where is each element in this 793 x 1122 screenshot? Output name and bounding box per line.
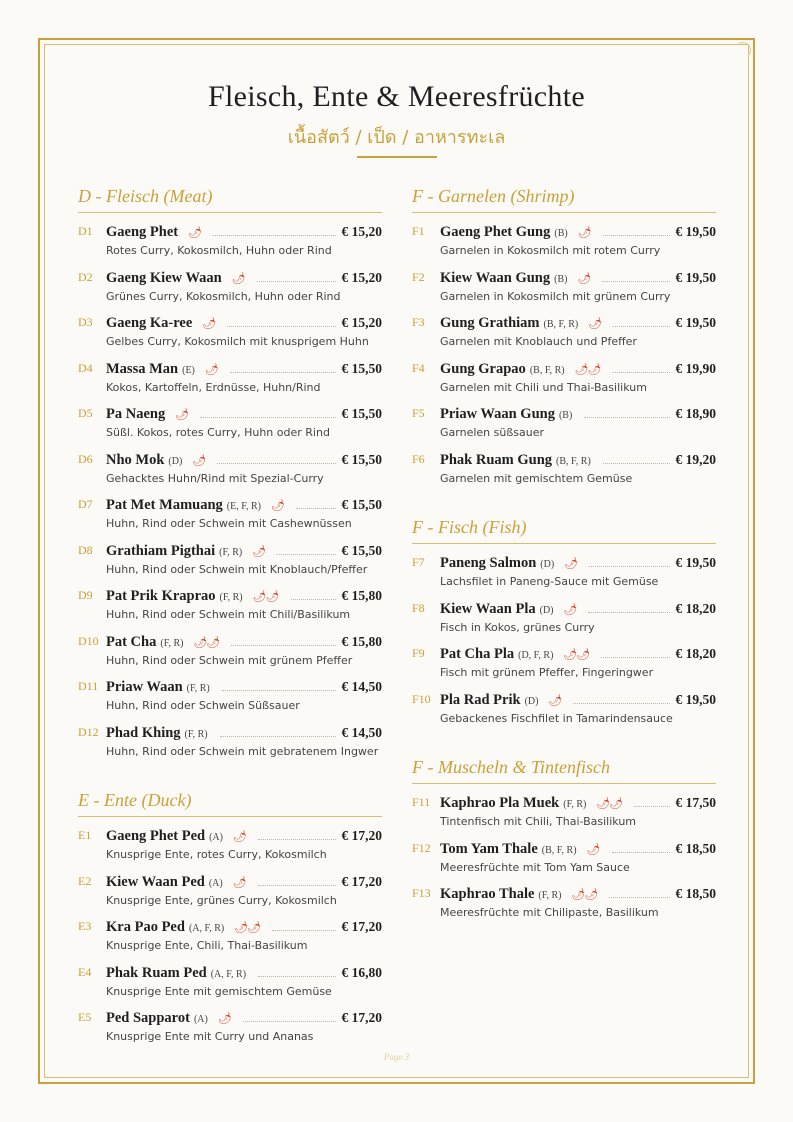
menu-item: [78, 359, 382, 395]
chili-icon: 🌶🌶: [571, 889, 598, 901]
item-description: Grünes Curry, Kokosmilch, Huhn oder Rind: [106, 289, 341, 303]
item-code: D8: [78, 542, 93, 557]
item-row: [106, 541, 382, 562]
menu-item: [78, 495, 382, 531]
item-code: D10: [78, 633, 99, 648]
dot-leader: [213, 235, 335, 236]
dot-leader: [612, 852, 670, 853]
item-price: € 19,20: [675, 451, 716, 467]
item-price: € 19,50: [675, 269, 716, 285]
item-code: D6: [78, 451, 93, 466]
item-code: F7: [412, 555, 425, 569]
item-name: Kiew Waan Ped: [106, 873, 205, 890]
item-name: Nho Mok: [106, 451, 165, 468]
corner-ornament: [735, 42, 751, 58]
item-description: Huhn, Rind oder Schwein mit Cashewnüssen: [106, 517, 352, 530]
item-description: Lachsfilet in Paneng-Sauce mit Gemüse: [440, 575, 659, 588]
menu-item: [412, 644, 716, 680]
item-row: [440, 884, 716, 905]
item-price: € 15,80: [341, 633, 382, 649]
item-allergens: (A, F, R): [188, 923, 225, 934]
menu-item: [78, 1008, 382, 1044]
item-row: [106, 963, 382, 984]
item-code: F6: [412, 451, 425, 466]
chili-icon: 🌶🌶: [596, 798, 623, 810]
item-description: Gelbes Curry, Kokosmilch mit knusprigem Huhn: [106, 335, 369, 348]
dot-leader: [603, 463, 670, 464]
item-code: E4: [78, 964, 92, 979]
item-allergens: (F, R): [219, 546, 243, 558]
left-column: [78, 186, 382, 1054]
item-name: Kiew Waan Pla: [440, 600, 536, 617]
item-row: [440, 839, 716, 860]
item-description: Fisch mit grünem Pfeffer, Fingeringwer: [440, 666, 654, 679]
item-price: € 19,90: [675, 360, 716, 376]
item-description: Süßl. Kokos, rotes Curry, Huhn oder Rind: [106, 426, 330, 439]
item-allergens: (D): [540, 559, 555, 570]
item-row: [440, 359, 716, 380]
item-name: Gaeng Kiew Waan: [106, 269, 222, 286]
section-heading: D - Fleisch (Meat): [78, 186, 382, 213]
item-row: [440, 793, 716, 814]
dot-leader: [227, 326, 335, 327]
dot-leader: [220, 736, 336, 737]
item-description: Knusprige Ente, rotes Curry, Kokosmilch: [106, 848, 327, 861]
menu-item: [412, 313, 716, 349]
item-allergens: (F, R): [538, 890, 562, 901]
right-column: [412, 186, 716, 930]
item-name: Pat Prik Kraprao: [106, 588, 216, 604]
menu-item: [78, 404, 382, 440]
item-allergens: (F, R): [184, 728, 208, 740]
dot-leader: [613, 326, 669, 327]
menu-item: [412, 404, 716, 440]
item-name: Gung Grathiam: [440, 315, 540, 331]
chili-icon: 🌶: [586, 843, 600, 856]
item-description: Huhn, Rind oder Schwein mit gebratenem Ingwer: [106, 744, 379, 758]
item-row: [440, 404, 716, 425]
dot-leader: [257, 281, 336, 282]
chili-icon: 🌶🌶: [563, 649, 590, 661]
item-price: € 18,90: [675, 406, 716, 421]
dot-leader: [634, 806, 669, 807]
item-code: D4: [78, 360, 93, 375]
dot-leader: [613, 372, 670, 373]
item-code: F3: [412, 315, 425, 329]
item-code: D9: [78, 588, 93, 602]
item-row: [106, 872, 382, 893]
item-allergens: (E): [182, 364, 195, 376]
item-allergens: (D): [524, 695, 539, 707]
chili-icon: 🌶: [270, 500, 284, 512]
menu-item: [412, 553, 716, 589]
menu-item: [78, 917, 382, 953]
item-description: Garnelen mit Knoblauch und Pfeffer: [440, 335, 637, 348]
item-code: D3: [78, 315, 93, 329]
item-price: € 15,80: [341, 588, 382, 603]
item-allergens: (A): [209, 832, 223, 843]
item-description: Gehacktes Huhn/Rind mit Spezial-Curry: [106, 471, 324, 485]
item-price: € 15,50: [341, 406, 382, 421]
item-description: Huhn, Rind oder Schwein mit grünem Pfeffer: [106, 653, 353, 667]
item-row: [106, 677, 382, 698]
item-price: € 19,50: [675, 555, 716, 570]
chili-icon: 🌶: [192, 454, 206, 467]
item-code: F4: [412, 360, 425, 375]
menu-item: [412, 793, 716, 829]
item-row: [440, 553, 716, 574]
item-code: F10: [412, 691, 431, 706]
item-description: Garnelen süßsauer: [440, 426, 544, 439]
item-name: Pat Met Mamuang: [106, 497, 223, 513]
dot-leader: [588, 612, 669, 613]
item-row: [106, 632, 382, 653]
chili-icon: 🌶: [577, 272, 591, 285]
page-number: Page 3: [383, 1052, 410, 1062]
chili-icon: 🌶🌶: [574, 363, 601, 376]
item-description: Huhn, Rind oder Schwein mit Chili/Basilikum: [106, 608, 351, 621]
chili-icon: 🌶🌶: [193, 636, 220, 649]
item-allergens: (B): [558, 410, 573, 421]
item-row: [106, 495, 382, 516]
item-row: [106, 222, 382, 243]
item-allergens: (D, F, R): [518, 650, 554, 661]
menu-item: [78, 723, 382, 759]
chili-icon: 🌶: [202, 318, 216, 330]
item-code: E2: [78, 873, 92, 888]
menu-item: [78, 632, 382, 668]
item-description: Huhn, Rind oder Schwein Süßsauer: [106, 699, 300, 712]
item-row: [440, 222, 716, 243]
item-code: D7: [78, 497, 93, 511]
dot-leader: [217, 463, 335, 464]
item-allergens: (A): [208, 877, 223, 889]
menu-item: [412, 839, 716, 875]
item-name: Massa Man: [106, 360, 179, 377]
item-allergens: (B): [554, 228, 568, 239]
item-price: € 19,50: [675, 691, 716, 707]
dot-leader: [258, 839, 336, 840]
item-description: Fisch in Kokos, grünes Curry: [440, 620, 595, 634]
item-price: € 15,20: [341, 315, 382, 330]
dot-leader: [258, 885, 336, 886]
chili-icon: 🌶: [217, 1013, 231, 1025]
item-row: [440, 268, 716, 289]
dot-leader: [609, 897, 669, 898]
item-row: [440, 313, 716, 334]
dot-leader: [291, 599, 336, 600]
item-description: Tintenfisch mit Chili, Thai-Basilikum: [440, 815, 637, 828]
item-name: Phak Ruam Gung: [440, 451, 553, 468]
item-code: F13: [412, 886, 431, 900]
chili-icon: 🌶: [232, 831, 246, 843]
dot-leader: [603, 235, 670, 236]
item-row: [106, 450, 382, 471]
dot-leader: [222, 690, 336, 691]
item-price: € 17,20: [341, 919, 382, 934]
item-row: [106, 723, 382, 744]
item-price: € 17,20: [341, 1010, 382, 1025]
item-description: Garnelen in Kokosmilch mit grünem Curry: [440, 289, 671, 303]
item-name: Pat Cha Pla: [440, 646, 515, 662]
title-divider: [357, 156, 437, 158]
item-code: E3: [78, 919, 92, 933]
page-subtitle-thai: เนื้อสัตว์ / เป็ด / อาหารทะเล: [287, 127, 506, 148]
item-allergens: (F, R): [563, 799, 587, 810]
item-price: € 15,50: [341, 542, 382, 558]
dot-leader: [296, 508, 336, 509]
item-row: [440, 599, 716, 620]
item-allergens: (B, F, R): [541, 844, 577, 856]
chili-icon: 🌶: [231, 272, 245, 285]
item-description: Knusprige Ente, Chili, Thai-Basilikum: [106, 939, 308, 952]
item-row: [106, 826, 382, 847]
item-name: Kaphrao Thale: [440, 886, 535, 902]
chili-icon: 🌶: [204, 363, 218, 376]
menu-item: [78, 677, 382, 713]
item-price: € 18,20: [675, 600, 716, 616]
item-price: € 17,50: [675, 795, 716, 810]
item-code: F2: [412, 269, 425, 284]
item-code: F8: [412, 600, 425, 615]
item-name: Kra Pao Ped: [106, 919, 185, 935]
item-price: € 15,50: [341, 451, 382, 467]
menu-item: [78, 222, 382, 258]
item-code: D11: [78, 679, 99, 693]
item-description: Rotes Curry, Kokosmilch, Huhn oder Rind: [106, 244, 332, 257]
item-allergens: (E, F, R): [226, 501, 261, 512]
item-price: € 14,50: [341, 724, 382, 740]
item-price: € 15,50: [341, 497, 382, 512]
item-allergens: (F, R): [186, 683, 210, 694]
item-price: € 18,20: [675, 646, 716, 661]
item-name: Priaw Waan Gung: [440, 406, 555, 422]
item-allergens: (D): [168, 455, 183, 467]
item-name: Pla Rad Prik: [440, 691, 521, 708]
item-allergens: (A, F, R): [210, 968, 247, 980]
item-row: [106, 268, 382, 289]
item-row: [106, 1008, 382, 1029]
item-price: € 19,50: [675, 224, 716, 239]
item-name: Tom Yam Thale: [440, 840, 538, 857]
item-description: Knusprige Ente mit Curry und Ananas: [106, 1030, 314, 1043]
item-name: Gaeng Phet Gung: [440, 224, 551, 240]
item-code: F9: [412, 646, 425, 660]
item-price: € 15,20: [341, 224, 382, 239]
item-row: [106, 359, 382, 380]
item-row: [440, 450, 716, 471]
chili-icon: 🌶: [588, 318, 602, 330]
item-description: Garnelen in Kokosmilch mit rotem Curry: [440, 244, 661, 257]
item-description: Meeresfrüchte mit Tom Yam Sauce: [440, 860, 630, 874]
item-name: Ped Sapparot: [106, 1010, 190, 1026]
item-code: E5: [78, 1010, 92, 1024]
chili-icon: 🌶: [188, 227, 202, 239]
item-description: Kokos, Kartoffeln, Erdnüsse, Huhn/Rind: [106, 380, 321, 394]
dot-leader: [200, 417, 335, 418]
section-heading: F - Fisch (Fish): [412, 517, 716, 544]
dot-leader: [601, 657, 669, 658]
section-spacer: [412, 735, 716, 757]
menu-item: [412, 359, 716, 395]
item-description: Knusprige Ente mit gemischtem Gemüse: [106, 984, 332, 998]
dot-leader: [589, 566, 669, 567]
item-price: € 15,50: [341, 360, 382, 376]
item-row: [106, 313, 382, 334]
section-heading: E - Ente (Duck): [78, 790, 382, 817]
item-name: Gaeng Ka-ree: [106, 315, 193, 331]
item-description: Meeresfrüchte mit Chilipaste, Basilikum: [440, 906, 659, 919]
item-price: € 16,80: [341, 964, 382, 980]
item-name: Gung Grapao: [440, 360, 526, 377]
menu-item: [412, 690, 716, 726]
menu-item: [78, 872, 382, 908]
item-row: [106, 917, 382, 938]
item-name: Phad Khing: [106, 724, 181, 741]
item-price: € 18,50: [675, 840, 716, 856]
item-name: Paneng Salmon: [440, 555, 537, 571]
item-row: [106, 404, 382, 425]
item-description: Knusprige Ente, grünes Curry, Kokosmilch: [106, 893, 337, 907]
section-heading: F - Muscheln & Tintenfisch: [412, 757, 716, 784]
item-allergens: (B, F, R): [543, 319, 579, 330]
item-name: Priaw Waan: [106, 679, 183, 695]
menu-item: [412, 450, 716, 486]
menu-item: [412, 268, 716, 304]
menu-item: [78, 450, 382, 486]
dot-leader: [258, 976, 335, 977]
item-allergens: (F, R): [219, 592, 243, 603]
item-name: Gaeng Phet Ped: [106, 828, 206, 844]
item-code: D2: [78, 269, 93, 284]
menu-item: [78, 313, 382, 349]
chili-icon: 🌶: [548, 694, 562, 707]
section-spacer: [78, 768, 382, 790]
chili-icon: 🌶: [577, 227, 591, 239]
item-description: Huhn, Rind oder Schwein mit Knoblauch/Pfeffer: [106, 562, 368, 576]
page-title: Fleisch, Ente & Meeresfrüchte: [208, 80, 585, 113]
dot-leader: [230, 372, 336, 373]
chili-icon: 🌶: [175, 409, 189, 421]
item-code: F1: [412, 224, 425, 238]
item-price: € 15,20: [341, 269, 382, 285]
item-code: F5: [412, 406, 425, 420]
chili-icon: 🌶: [252, 545, 266, 558]
item-allergens: (A): [193, 1014, 208, 1025]
item-code: F11: [412, 795, 431, 809]
item-code: F12: [412, 840, 431, 855]
menu-item: [78, 586, 382, 622]
item-code: D5: [78, 406, 93, 420]
item-allergens: (D): [539, 604, 554, 616]
item-allergens: (B, F, R): [556, 455, 591, 467]
dot-leader: [584, 417, 669, 418]
item-name: Kiew Waan Gung: [440, 269, 551, 286]
chili-icon: 🌶: [563, 603, 577, 616]
chili-icon: 🌶🌶: [234, 922, 261, 934]
item-allergens: (F, R): [160, 637, 184, 649]
item-name: Grathiam Pigthai: [106, 542, 216, 559]
dot-leader: [272, 930, 335, 931]
item-name: Gaeng Phet: [106, 224, 179, 240]
item-price: € 18,50: [675, 886, 716, 901]
section-spacer: [412, 495, 716, 517]
item-row: [106, 586, 382, 607]
item-row: [440, 690, 716, 711]
item-name: Pa Naeng: [106, 406, 166, 422]
dot-leader: [573, 703, 669, 704]
item-code: E1: [78, 828, 92, 842]
item-description: Gebackenes Fischfilet in Tamarindensauce: [440, 711, 673, 725]
item-allergens: (B): [554, 273, 568, 285]
menu-item: [412, 599, 716, 635]
item-code: D1: [78, 224, 93, 238]
item-name: Phak Ruam Ped: [106, 964, 207, 981]
section-heading: F - Garnelen (Shrimp): [412, 186, 716, 213]
menu-item: [412, 222, 716, 258]
item-code: D12: [78, 724, 99, 739]
item-price: € 17,20: [341, 873, 382, 889]
chili-icon: 🌶: [564, 558, 578, 570]
item-description: Garnelen mit Chili und Thai-Basilikum: [440, 380, 647, 394]
dot-leader: [243, 1021, 336, 1022]
item-name: Pat Cha: [106, 633, 157, 650]
menu-item: [78, 268, 382, 304]
item-price: € 17,20: [341, 828, 382, 843]
item-description: Garnelen mit gemischtem Gemüse: [440, 471, 633, 485]
chili-icon: 🌶: [232, 876, 246, 889]
dot-leader: [602, 281, 669, 282]
item-price: € 14,50: [341, 679, 382, 694]
menu-item: [412, 884, 716, 920]
menu-item: [78, 826, 382, 862]
item-allergens: (B, F, R): [529, 364, 565, 376]
chili-icon: 🌶🌶: [252, 591, 279, 603]
dot-leader: [277, 554, 335, 555]
dot-leader: [231, 645, 335, 646]
menu-item: [78, 963, 382, 999]
item-row: [440, 644, 716, 665]
item-name: Kaphrao Pla Muek: [440, 795, 560, 811]
menu-item: [78, 541, 382, 577]
item-price: € 19,50: [675, 315, 716, 330]
